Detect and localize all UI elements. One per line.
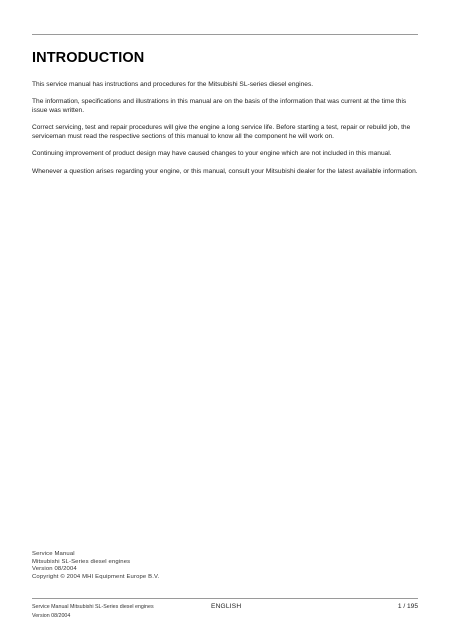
imprint-block xyxy=(32,551,159,581)
imprint-line: Version 08/2004 xyxy=(32,566,77,573)
paragraph: Whenever a question arises regarding your engine, or this manual, consult your Mitsubishi dealer for the latest available information. xyxy=(32,167,418,175)
page-number: 1 / 195 xyxy=(397,603,418,610)
footer-document-title: Service Manual Mitsubishi SL-Series diesel engines xyxy=(32,604,154,610)
footer-version: Version 08/2004 xyxy=(32,612,71,619)
footer-language: ENGLISH xyxy=(211,603,242,610)
paragraph: This service manual has instructions and procedures for the Mitsubishi SL-series diesel engines. xyxy=(32,81,314,88)
imprint-line: Mitsubishi SL-Series diesel engines xyxy=(32,558,131,565)
page-title: INTRODUCTION xyxy=(32,50,145,66)
imprint-line: Service Manual xyxy=(32,551,75,557)
paragraph: The information, specifications and illustrations in this manual are on the basis of the information that was current at the time this issue was written. xyxy=(32,98,407,114)
paragraph: Continuing improvement of product design may have caused changes to your engine which are not included in this manual. xyxy=(32,150,392,158)
footer-rule xyxy=(32,598,418,599)
body-text xyxy=(32,81,420,185)
header-rule xyxy=(32,34,418,35)
footer-document-info xyxy=(32,603,154,620)
paragraph: Correct servicing, test and repair procedures will give the engine a long service life. Before starting a test, repair or rebuild job, the serviceman must read the respective sections of this manual to know all the component he will work on. xyxy=(32,124,411,140)
imprint-line: Copyright © 2004 MHI Equipment Europe B.V. xyxy=(32,573,160,580)
